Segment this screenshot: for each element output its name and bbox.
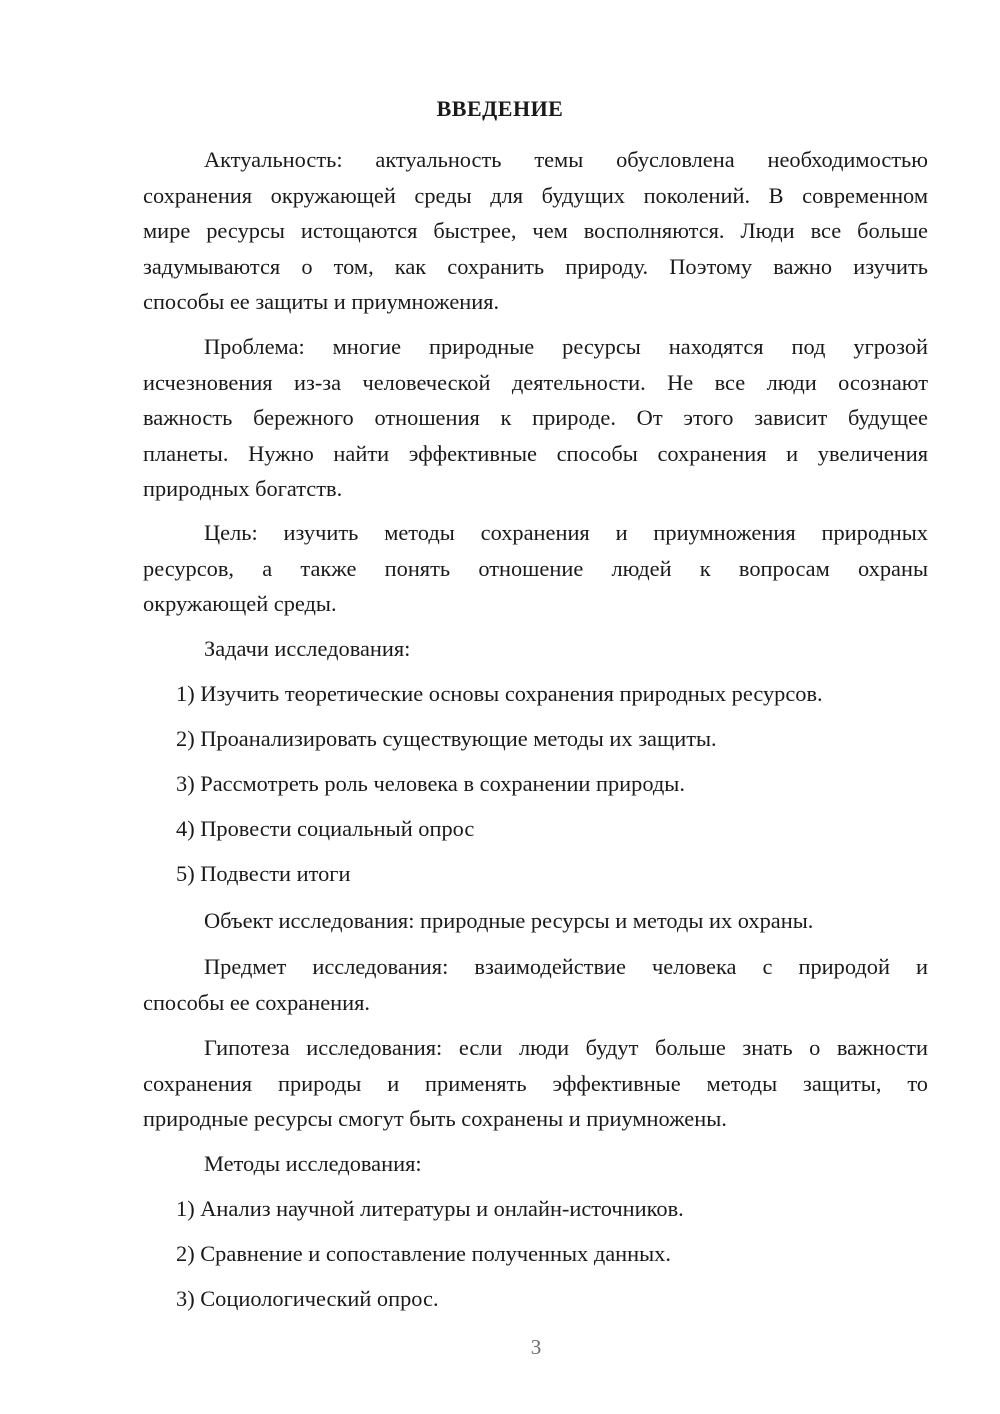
list-item: 1) Изучить теоретические основы сохранения природных ресурсов. [176, 681, 823, 706]
paragraph-line: природные ресурсы смогут быть сохранены и приумножены. [143, 1106, 727, 1131]
paragraph-line: Объект исследования: природные ресурсы и методы их охраны. [204, 908, 814, 933]
list-item: 5) Подвести итоги [176, 861, 351, 886]
tasks-heading: Задачи исследования: [204, 636, 411, 661]
list-item: 3) Социологический опрос. [176, 1286, 439, 1311]
object-paragraph [143, 903, 928, 939]
paragraph-line: ресурсов, а также понять отношение людей к вопросам охраны [143, 555, 928, 581]
hypothesis-paragraph [143, 1030, 928, 1137]
methods-heading: Методы исследования: [204, 1151, 422, 1176]
methods-list [143, 1191, 928, 1317]
paragraph-line: Цель: изучить методы сохранения и приумножения природных [204, 520, 928, 545]
paragraph-line: Проблема: многие природные ресурсы находятся под угрозой [204, 334, 928, 359]
paragraph-line: Предмет исследования: взаимодействие человека с природой и [204, 954, 928, 979]
list-item: 4) Провести социальный опрос [176, 816, 475, 841]
paragraph-line: сохранения природы и применять эффективные методы защиты, то [143, 1070, 928, 1096]
paragraph-line: мире ресурсы истощаются быстрее, чем восполняются. Люди все больше [143, 218, 928, 243]
list-item: 1) Анализ научной литературы и онлайн-источников. [176, 1196, 684, 1221]
paragraph-line: Гипотеза исследования: если люди будут больше знать о важности [204, 1035, 928, 1060]
list-item: 2) Проанализировать существующие методы их защиты. [176, 726, 717, 751]
paragraph-line: задумываются о том, как сохранить природу. Поэтому важно изучить [143, 253, 928, 279]
list-item: 2) Сравнение и сопоставление полученных данных. [176, 1241, 671, 1266]
relevance-paragraph [143, 142, 928, 320]
paragraph-line: важность бережного отношения к природе. От этого зависит будущее [143, 405, 928, 430]
methods-heading-block [143, 1146, 928, 1182]
paragraph-line: способы ее защиты и приумножения. [143, 289, 500, 314]
tasks-heading-block [143, 631, 928, 667]
paragraph-line: способы ее сохранения. [143, 989, 371, 1015]
paragraph-line: Актуальность: актуальность темы обусловлена необходимостью [204, 147, 928, 172]
page-number: 3 [530, 1335, 542, 1359]
paragraph-line: планеты. Нужно найти эффективные способы сохранения и увеличения [143, 440, 928, 466]
goal-paragraph [143, 515, 928, 622]
paragraph-line: исчезновения из-за человеческой деятельности. Не все люди осознают [143, 369, 928, 395]
paragraph-line: сохранения окружающей среды для будущих поколений. В современном [143, 182, 928, 208]
problem-paragraph [143, 329, 928, 507]
list-item: 3) Рассмотреть роль человека в сохранении природы. [176, 771, 685, 796]
paragraph-line: природных богатств. [143, 476, 343, 501]
paragraph-line: окружающей среды. [143, 591, 337, 616]
subject-paragraph [143, 949, 928, 1020]
tasks-list [143, 676, 928, 892]
section-title: ВВЕДЕНИЕ [436, 96, 564, 121]
